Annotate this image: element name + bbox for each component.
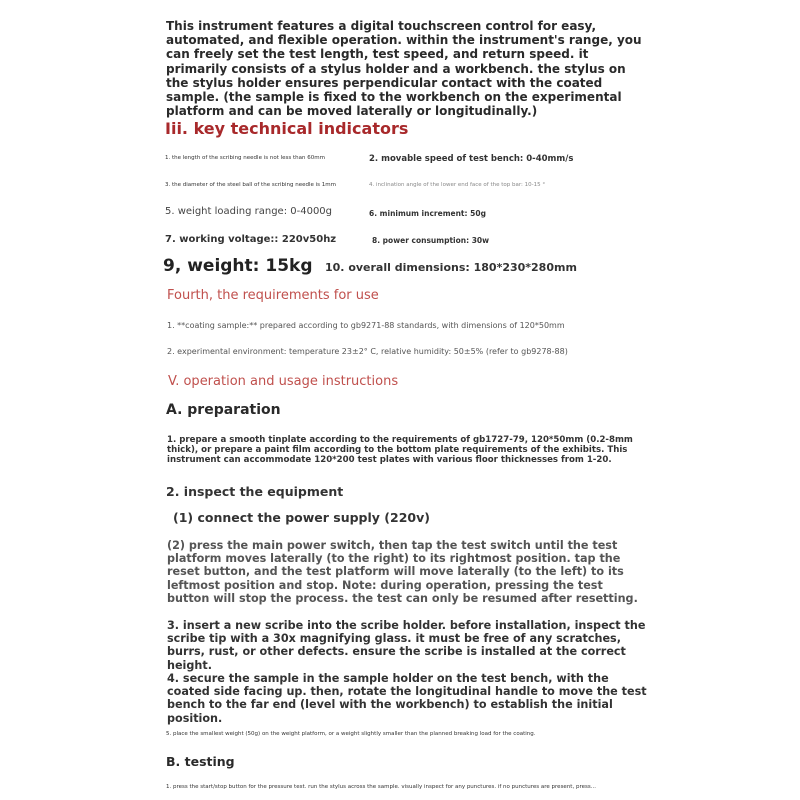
prep-step-3: 3. insert a new scribe into the scribe holder. before installation, inspect the scribe tip with a 30x magnifying glass. it must be free of any scratches, burrs, rust, or other defects. ensure the scribe is installed at the correct height. xyxy=(167,619,646,672)
requirement-2: 2. experimental environment: temperature 23±2° C, relative humidity: 50±5% (refer to gb9278-88) xyxy=(167,347,568,356)
testing-step-1: 1. press the start/stop button for the pressure test. run the stylus across the sample. visually inspect for any punctures. if no punctures are present, press... xyxy=(166,784,596,790)
intro-paragraph: This instrument features a digital touchscreen control for easy, automated, and flexible operation. within the instrument's range, you can freely set the test length, test speed, and return speed. it primarily consists of a stylus holder and a workbench. the stylus on the stylus holder ensures perpendicular contact with the coated sample. (the sample is fixed to the workbench on the experimental platform and can be moved laterally or longitudinally.) xyxy=(166,19,642,119)
indicator-9: 9, weight: 15kg xyxy=(163,256,313,276)
section-5-heading: V. operation and usage instructions xyxy=(168,374,399,389)
indicator-2: 2. movable speed of test bench: 0-40mm/s xyxy=(369,154,574,164)
section-4-heading: Fourth, the requirements for use xyxy=(167,288,379,303)
requirement-1: 1. **coating sample:** prepared according to gb9271-88 standards, with dimensions of 120*50mm xyxy=(167,321,565,330)
prep-step-5: 5. place the smallest weight (50g) on the weight platform, or a weight slightly smaller than the planned breaking load for the coating. xyxy=(166,731,536,737)
prep-step-1: 1. prepare a smooth tinplate according to the requirements of gb1727-79, 120*50mm (0.2-8mm thick), or prepare a paint film according to the bottom plate requirements of the exhibits. This instrument can accommodate 120*200 test plates with various floor thicknesses from 1-20. xyxy=(167,435,633,465)
indicator-6: 6. minimum increment: 50g xyxy=(369,209,486,218)
indicator-4: 4. inclination angle of the lower end face of the top bar: 10-15 ° xyxy=(369,182,546,188)
indicator-10: 10. overall dimensions: 180*230*280mm xyxy=(325,261,577,274)
prep-step-2-body: (2) press the main power switch, then tap the test switch until the test platform moves laterally (to the right) to its rightmost position. tap the reset button, and the test platform will move laterally (to the left) to its leftmost position and stop. Note: during operation, pressing the test button will stop the process. the test can only be resumed after resetting. xyxy=(167,539,638,605)
indicator-8: 8. power consumption: 30w xyxy=(372,236,490,245)
preparation-heading: A. preparation xyxy=(166,402,281,418)
indicator-3: 3. the diameter of the steel ball of the scribing needle is 1mm xyxy=(165,182,337,188)
indicator-7: 7. working voltage:: 220v50hz xyxy=(165,234,337,245)
prep-step-2-sub: (1) connect the power supply (220v) xyxy=(173,510,430,525)
indicator-1: 1. the length of the scribing needle is not less than 60mm xyxy=(165,155,325,161)
testing-heading: B. testing xyxy=(166,754,235,769)
section-3-heading: Iii. key technical indicators xyxy=(165,119,409,138)
prep-step-2-title: 2. inspect the equipment xyxy=(166,484,344,499)
indicator-5: 5. weight loading range: 0-4000g xyxy=(165,206,333,217)
prep-step-4: 4. secure the sample in the sample holder on the test bench, with the coated side facing up. then, rotate the longitudinal handle to move the test bench to the far end (level with the workbench) to establish the initial position. xyxy=(167,672,647,725)
